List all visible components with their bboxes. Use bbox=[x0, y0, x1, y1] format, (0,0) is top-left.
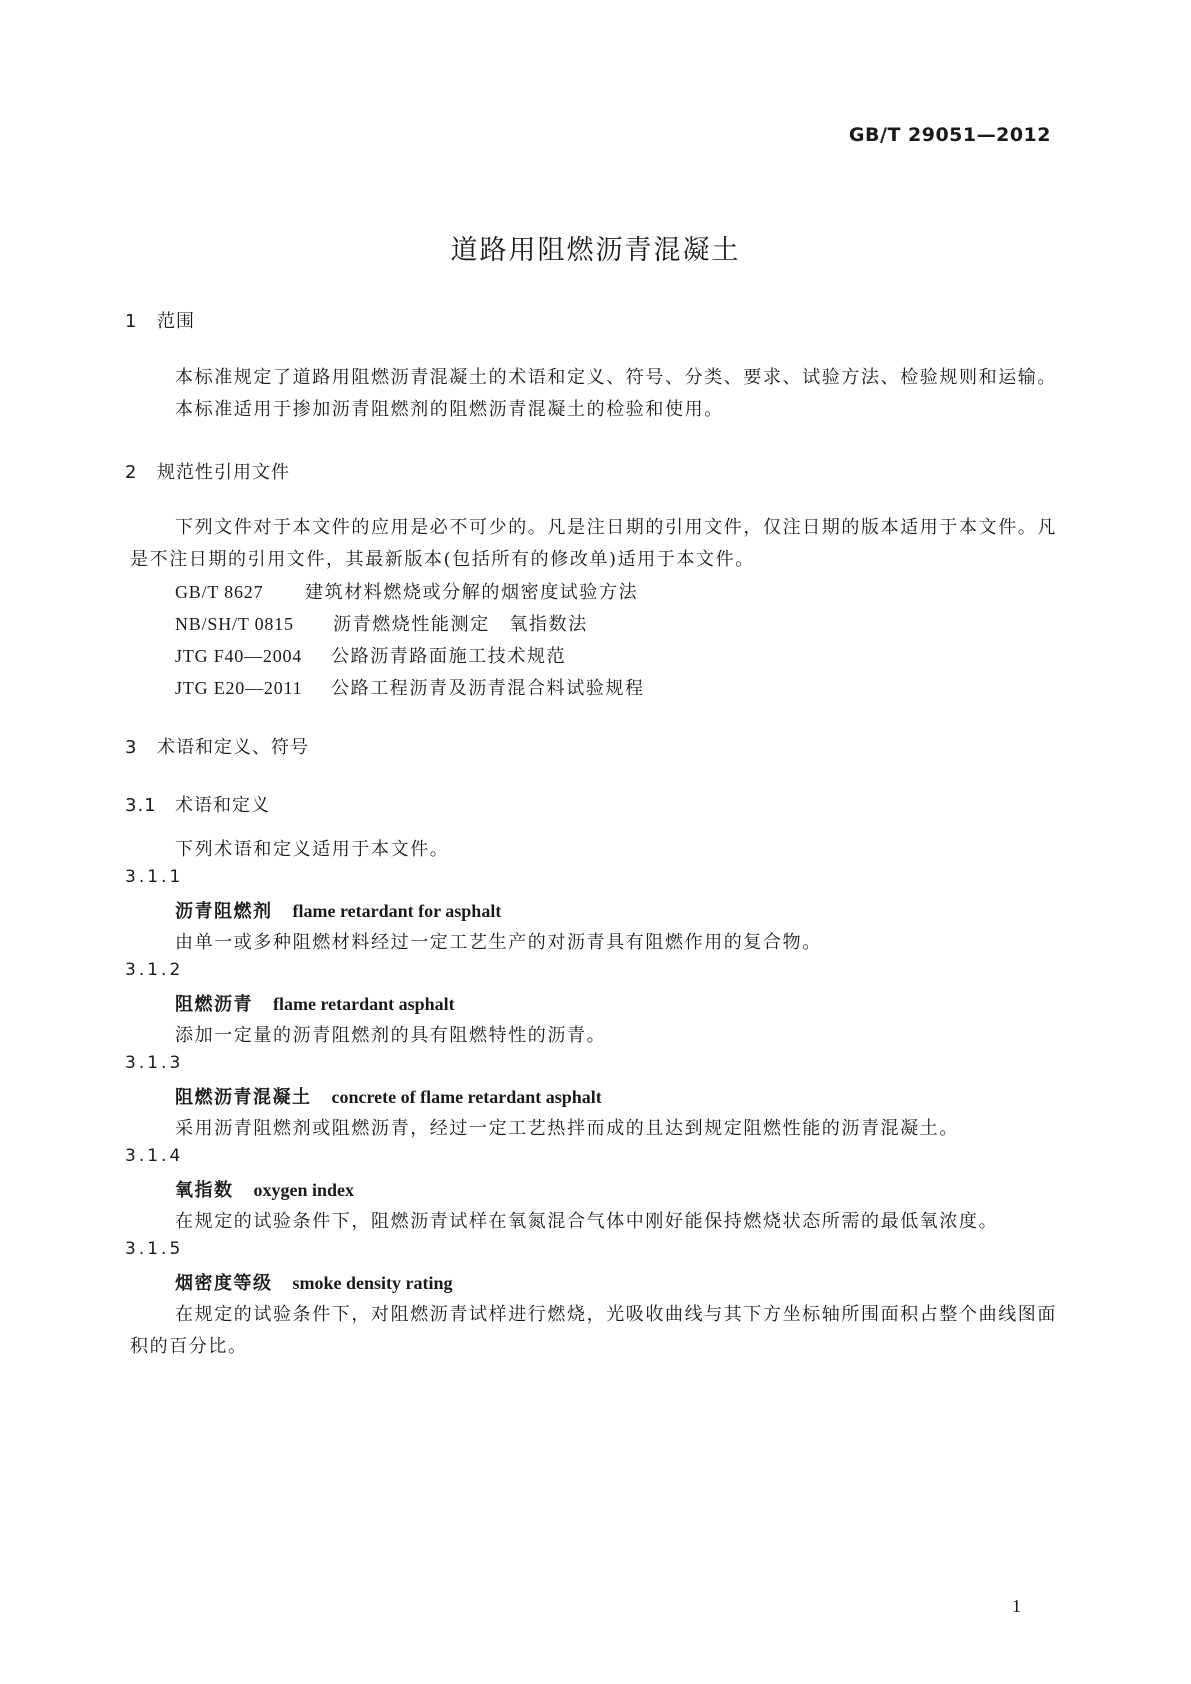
section-title: 范围 bbox=[157, 311, 195, 332]
section-1-paragraph-2: 本标准适用于掺加沥青阻燃剂的阻燃沥青混凝土的检验和使用。 bbox=[175, 399, 724, 420]
term-definition: 由单一或多种阻燃材料经过一定工艺生产的对沥青具有阻燃作用的复合物。 bbox=[175, 932, 822, 953]
term-number: 3.1.2 bbox=[125, 960, 184, 980]
section-number: 3 bbox=[125, 737, 138, 758]
subsection-number: 3.1 bbox=[125, 795, 157, 816]
term-name-zh: 阻燃沥青混凝土 bbox=[175, 1087, 312, 1108]
term-name bbox=[175, 1176, 354, 1202]
reference-code: JTG E20—2011 bbox=[175, 678, 303, 698]
section-title: 规范性引用文件 bbox=[157, 462, 290, 483]
section-number: 1 bbox=[125, 311, 138, 332]
reference-item bbox=[175, 640, 566, 673]
subsection-3-1-intro: 下列术语和定义适用于本文件。 bbox=[175, 839, 450, 860]
reference-code: GB/T 8627 bbox=[175, 582, 264, 602]
term-definition: 采用沥青阻燃剂或阻燃沥青，经过一定工艺热拌而成的且达到规定阻燃性能的沥青混凝土。 bbox=[175, 1118, 959, 1139]
term-number: 3.1.4 bbox=[125, 1146, 184, 1166]
reference-item bbox=[175, 608, 588, 641]
term-number: 3.1.5 bbox=[125, 1239, 184, 1259]
term-name-en: smoke density rating bbox=[292, 1273, 453, 1293]
term-name-en: concrete of flame retardant asphalt bbox=[331, 1087, 602, 1107]
subsection-3-1-heading bbox=[125, 791, 270, 817]
section-title: 术语和定义、符号 bbox=[157, 737, 309, 758]
page-number: 1 bbox=[1012, 1596, 1021, 1616]
reference-item bbox=[175, 672, 645, 705]
section-1-paragraph-1: 本标准规定了道路用阻燃沥青混凝土的术语和定义、符号、分类、要求、试验方法、检验规则和运输。 bbox=[175, 367, 1057, 388]
section-3-heading bbox=[125, 733, 309, 759]
term-number: 3.1.1 bbox=[125, 867, 184, 887]
term-name-zh: 氧指数 bbox=[175, 1180, 234, 1201]
section-2-heading bbox=[125, 458, 290, 484]
term-name-en: oxygen index bbox=[253, 1180, 355, 1200]
section-1-heading bbox=[125, 307, 195, 333]
term-name bbox=[175, 1269, 453, 1295]
reference-code: JTG F40—2004 bbox=[175, 646, 303, 666]
term-name bbox=[175, 897, 501, 923]
reference-code: NB/SH/T 0815 bbox=[175, 614, 294, 634]
standard-number: GB/T 29051—2012 bbox=[848, 124, 1051, 146]
section-number: 2 bbox=[125, 462, 138, 483]
subsection-title: 术语和定义 bbox=[175, 795, 270, 816]
term-definition: 在规定的试验条件下，阻燃沥青试样在氧氮混合气体中刚好能保持燃烧状态所需的最低氧浓度。 bbox=[175, 1211, 999, 1232]
term-name-zh: 阻燃沥青 bbox=[175, 994, 253, 1015]
reference-item bbox=[175, 576, 638, 609]
reference-title: 公路沥青路面施工技术规范 bbox=[331, 646, 567, 667]
reference-title: 沥青燃烧性能测定 氧指数法 bbox=[333, 614, 588, 635]
document-title: 道路用阻燃沥青混凝土 bbox=[450, 235, 741, 266]
term-name-en: flame retardant asphalt bbox=[273, 994, 455, 1014]
term-name bbox=[175, 1083, 602, 1109]
term-name-zh: 沥青阻燃剂 bbox=[175, 901, 273, 922]
term-name-zh: 烟密度等级 bbox=[175, 1273, 273, 1294]
reference-title: 建筑材料燃烧或分解的烟密度试验方法 bbox=[305, 582, 639, 603]
section-2-intro: 下列文件对于本文件的应用是必不可少的。凡是注日期的引用文件，仅注日期的版本适用于本文件。凡是不注日期的引用文件，其最新版本(包括所有的修改单)适用于本文件。 bbox=[130, 517, 1057, 570]
term-number: 3.1.3 bbox=[125, 1053, 184, 1073]
term-definition: 在规定的试验条件下，对阻燃沥青试样进行燃烧，光吸收曲线与其下方坐标轴所围面积占整个曲线图面积的百分比。 bbox=[130, 1304, 1057, 1357]
reference-title: 公路工程沥青及沥青混合料试验规程 bbox=[331, 678, 645, 699]
term-name bbox=[175, 990, 455, 1016]
term-name-en: flame retardant for asphalt bbox=[292, 901, 502, 921]
term-definition: 添加一定量的沥青阻燃剂的具有阻燃特性的沥青。 bbox=[175, 1025, 607, 1046]
